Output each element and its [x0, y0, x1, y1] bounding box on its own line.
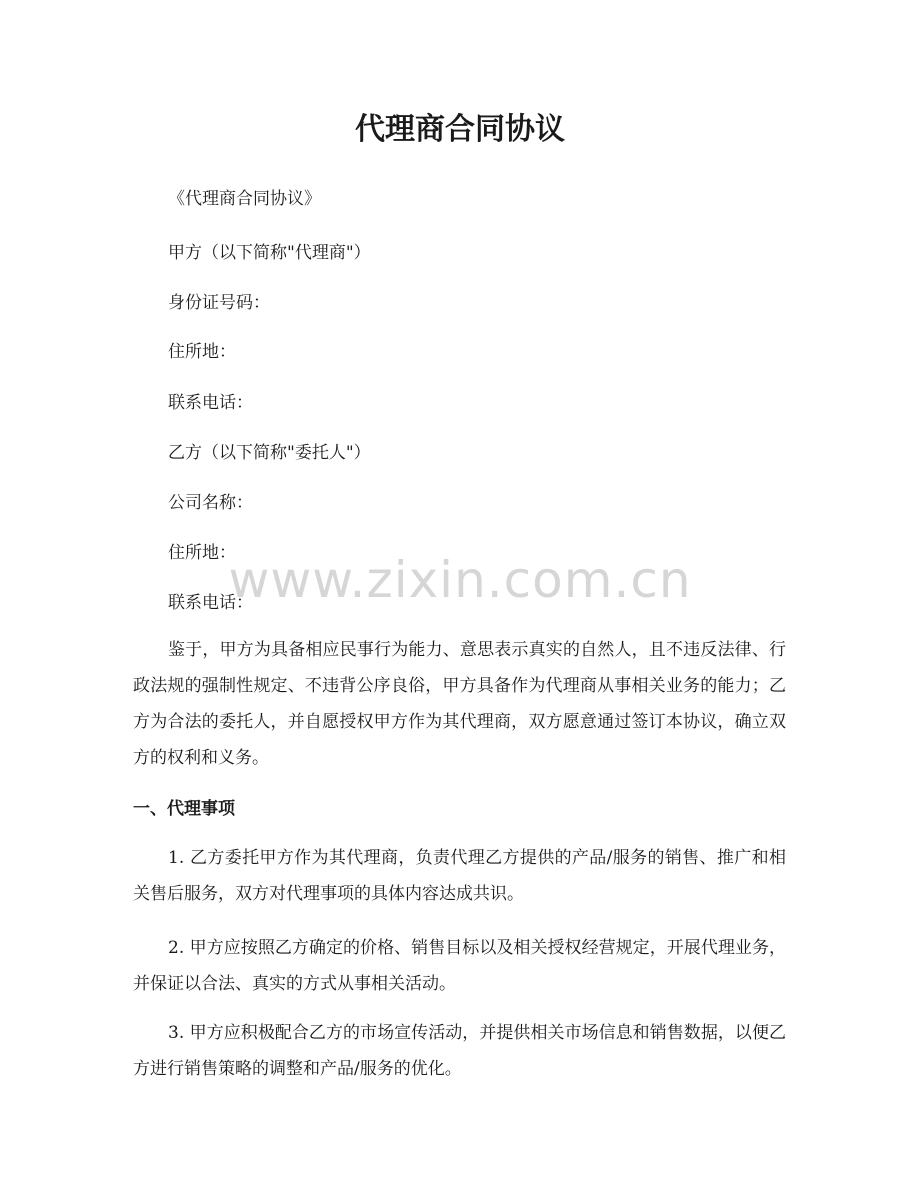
- clause-1: 1. 乙方委托甲方作为其代理商，负责代理乙方提供的产品/服务的销售、推广和相关售后服务，双方对代理事项的具体内容达成共识。: [133, 848, 786, 904]
- company-name-line: 公司名称：: [168, 493, 253, 513]
- party-b-line: 乙方（以下简称"委托人"）: [168, 443, 371, 463]
- section-heading-agency-matters: 一、代理事项: [133, 799, 235, 819]
- party-b-phone-line: 联系电话：: [168, 593, 253, 613]
- clause-2: 2. 甲方应按照乙方确定的价格、销售目标以及相关授权经营规定，开展代理业务，并保证以合法、真实的方式从事相关活动。: [133, 938, 786, 994]
- agreement-name-line: 《代理商合同协议》: [168, 189, 321, 209]
- party-a-line: 甲方（以下简称"代理商"）: [168, 243, 371, 263]
- party-b-address-line: 住所地：: [168, 543, 236, 563]
- document-title: 代理商合同协议: [355, 112, 565, 147]
- party-a-address-line: 住所地：: [168, 342, 236, 362]
- watermark: www.zixin.com.cn: [228, 551, 692, 609]
- preamble-paragraph: 鉴于，甲方为具备相应民事行为能力、意思表示真实的自然人，且不违反法律、行政法规的强制性规定、不违背公序良俗，甲方具备作为代理商从事相关业务的能力；乙方为合法的委托人，并自愿授权甲方作为其代理商，双方愿意通过签订本协议，确立双方的权利和义务。: [133, 640, 786, 768]
- party-a-phone-line: 联系电话：: [168, 393, 253, 413]
- clause-3: 3. 甲方应积极配合乙方的市场宣传活动，并提供相关市场信息和销售数据，以便乙方进行销售策略的调整和产品/服务的优化。: [133, 1023, 786, 1079]
- id-number-line: 身份证号码：: [168, 293, 270, 313]
